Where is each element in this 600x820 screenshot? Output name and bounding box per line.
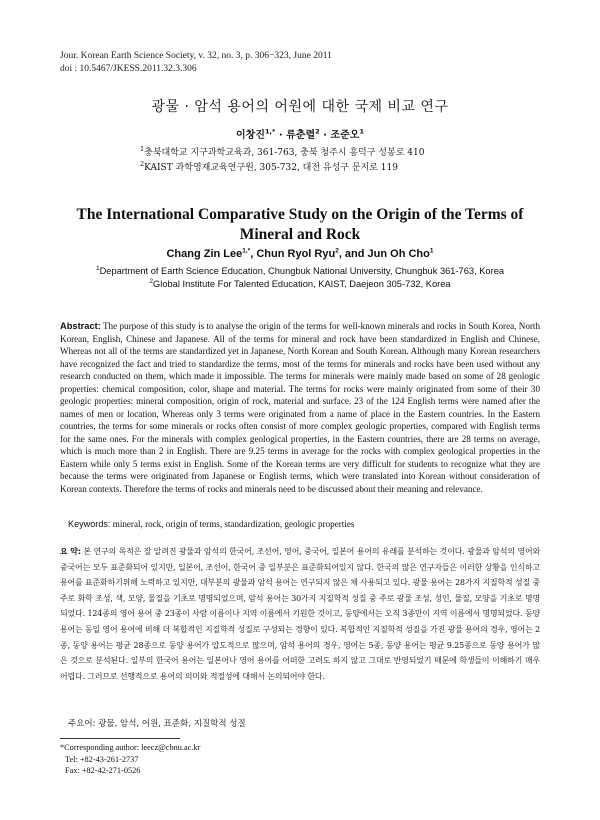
footnote — [60, 742, 200, 777]
english-author-separator: , and — [338, 248, 368, 260]
affiliation-text: 충북대학교 지구과학교육과, 361-763, 충북 청주시 흥덕구 성봉로 410 — [144, 148, 425, 158]
fax: Fax: +82-42-271-0526 — [65, 766, 141, 775]
english-title-line: Mineral and Rock — [239, 226, 361, 243]
journal-doi: doi : 10.5467/JKESS.2011.32.3.306 — [60, 63, 197, 74]
affiliation-sup: 1 — [140, 145, 145, 153]
affiliation-sup: 2 — [149, 277, 154, 285]
korean-author-separator: · — [275, 130, 287, 141]
english-author-name: Chun Ryol Ryu — [256, 248, 336, 260]
journal-header — [60, 50, 332, 75]
korean-title: 광물 · 암석 용어의 어원에 대한 국제 비교 연구 — [151, 99, 449, 115]
keywords-label: Keywords: — [68, 519, 111, 529]
english-affiliation — [60, 265, 540, 278]
korean-author-sup: 1,* — [265, 127, 276, 136]
affiliation-text: Global Institute For Talented Education, KAIST, Daejeon 305-732, Korea — [153, 279, 451, 289]
korean-summary-label: 요 약: — [60, 547, 81, 556]
korean-affiliation — [140, 161, 500, 176]
telephone: Tel: +82-43-261-2737 — [65, 754, 139, 764]
korean-keywords-label: 주요어: — [68, 719, 96, 729]
korean-affiliations — [140, 146, 500, 176]
english-title — [60, 205, 540, 245]
footnote-divider — [60, 738, 180, 739]
affiliation-sup: 2 — [140, 160, 145, 168]
english-author-sup: 1 — [429, 247, 434, 255]
korean-summary — [60, 544, 540, 684]
english-authors — [0, 248, 600, 260]
korean-author-sup: 1 — [359, 127, 364, 136]
korean-author-name: 이창진 — [236, 130, 265, 141]
english-author-name: Chang Zin Lee — [166, 248, 243, 260]
english-title-line: The International Comparative Study on the Origin of the Terms of — [76, 206, 524, 223]
english-author-name: Jun Oh Cho — [367, 248, 430, 260]
korean-keywords — [68, 717, 246, 729]
english-affiliation — [60, 278, 540, 291]
affiliation-text: KAIST 과학영재교육연구원, 305-732, 대전 유성구 문지로 119 — [144, 163, 398, 173]
keywords-text: mineral, rock, origin of terms, standardization, geologic properties — [112, 519, 355, 529]
abstract — [60, 320, 540, 495]
english-author-sup: 1,* — [242, 247, 251, 255]
korean-keywords-text: 광물, 암석, 어원, 표준화, 지질학적 성질 — [98, 719, 246, 729]
korean-affiliation — [140, 146, 500, 161]
korean-author-name: 류춘렬 — [286, 130, 316, 141]
korean-author-separator: · — [319, 130, 331, 141]
affiliation-sup: 1 — [95, 264, 100, 272]
korean-summary-text: 본 연구의 목적은 잘 알려진 광물과 암석의 한국어, 조선어, 영어, 중국어, 일본어 용어의 유래를 분석하는 것이다. 광물과 암석의 영어와 중국어는 모두 표준화되어 있지만, 일본어, 조선어, 한국어 중 일부분은 표준화되어있지 않다. 한국의 많은 연구자들은 이러한 상황을 인식하고 용어를 표준화하기위해 노력하고 있지만, 대부분의 광물과 암석 용어는 연구되지 않은 채 사용되고 있다. 광물 용어는 28가지 지질학적 성질 중 주로 화학 조성, 색, 모양, 물질을 기초로 명명되었으며, 암석 용어는 30가지 지질학적 성질 중 주로 광물 조성, 성인, 물질, 모양을 기초로 명명되었다. 124종의 영어 용어 중 23종이 사람 이름이나 지역 이름에서 기원한 것이고, 동양에서는 오직 3종만이 지역 이름에서 명명되었다. 동양 용어는 동일 영어 용어에 비해 더 복합적인 지질학적 성질로 구성되는 경향이 있다. 복합적인 지질학적 성질을 가진 광물 용어의 경우, 영어는 2종, 동양 용어는 평균 28종으로 동양 용어가 압도적으로 많으며, 암석 용어의 경우, 영어는 5종, 동양 용어는 평균 9.25종으로 동양 용어가 많은 것으로 분석된다. 일부의 한국어 용어는 일본어나 영어 용어를 어떠한 고려도 하지 않고 그대로 반영되었기 때문에 학생들이 이해하기 매우 어렵다. 그러므로 선행적으로 용어의 의미와 적절성에 대해서 논의되어야 한다. — [60, 547, 540, 681]
english-affiliations — [60, 265, 540, 291]
abstract-text: The purpose of this study is to analyse the origin of the terms for well-known minerals and rocks in South Korea, North Korean, English, Chinese and Japanese. All of the terms for mineral and rock have been standardized in English and Chinese, Whereas not all of the terms are standardized yet in Japanese, North Korean and South Korean. Although many Korean researchers have recognized the fact and tried to standardize the terms, most of the terms for minerals and rocks have been used without any research conducted on them, which made it impossible. The terms for minerals were mainly made based on some of 28 geologic properties: chemical composition, color, shape and material. The terms for rocks were mainly originated from some of their 30 geologic properties: mineral composition, origin of rock, material and surface. 23 of the 124 English terms were named after the names of men or location, Whereas only 3 terms were originated from a name of place in the Eastern countries. In the Eastern countries, the terms for some minerals or rocks often consist of more complex geologic properties, compared with English terms for the same ones. For the minerals with complex geological properties, in the Eastern countries, there are 28 terms on average, which is much more than 2 in English. There are 9.25 terms in average for the rocks with complex geological properties in the Eastern while only 5 terms exist in English. Some of the Korean terms are very difficult for students to recognize what they are because the terms were originated from Japanese or English terms, which were translated into Korean without consideration of Korean contexts. Therefore the terms of rocks and minerals need to be discussed about their meaning and relevance. — [60, 321, 540, 494]
english-author-separator: , — [250, 248, 257, 260]
affiliation-text: Department of Earth Science Education, Chungbuk National University, Chungbuk 361-763, Korea — [99, 266, 505, 276]
abstract-label: Abstract: — [60, 321, 101, 331]
corresponding-author: *Corresponding author: leecz@cbnu.ac.kr — [60, 743, 201, 752]
korean-author-sup: 2 — [315, 127, 320, 136]
korean-authors — [0, 126, 600, 141]
keywords — [68, 519, 538, 529]
english-author-sup: 2 — [335, 247, 339, 255]
journal-citation: Jour. Korean Earth Science Society, v. 32, no. 3, p. 306−323, June 2011 — [60, 51, 332, 61]
korean-author-name: 조준오 — [330, 130, 360, 141]
